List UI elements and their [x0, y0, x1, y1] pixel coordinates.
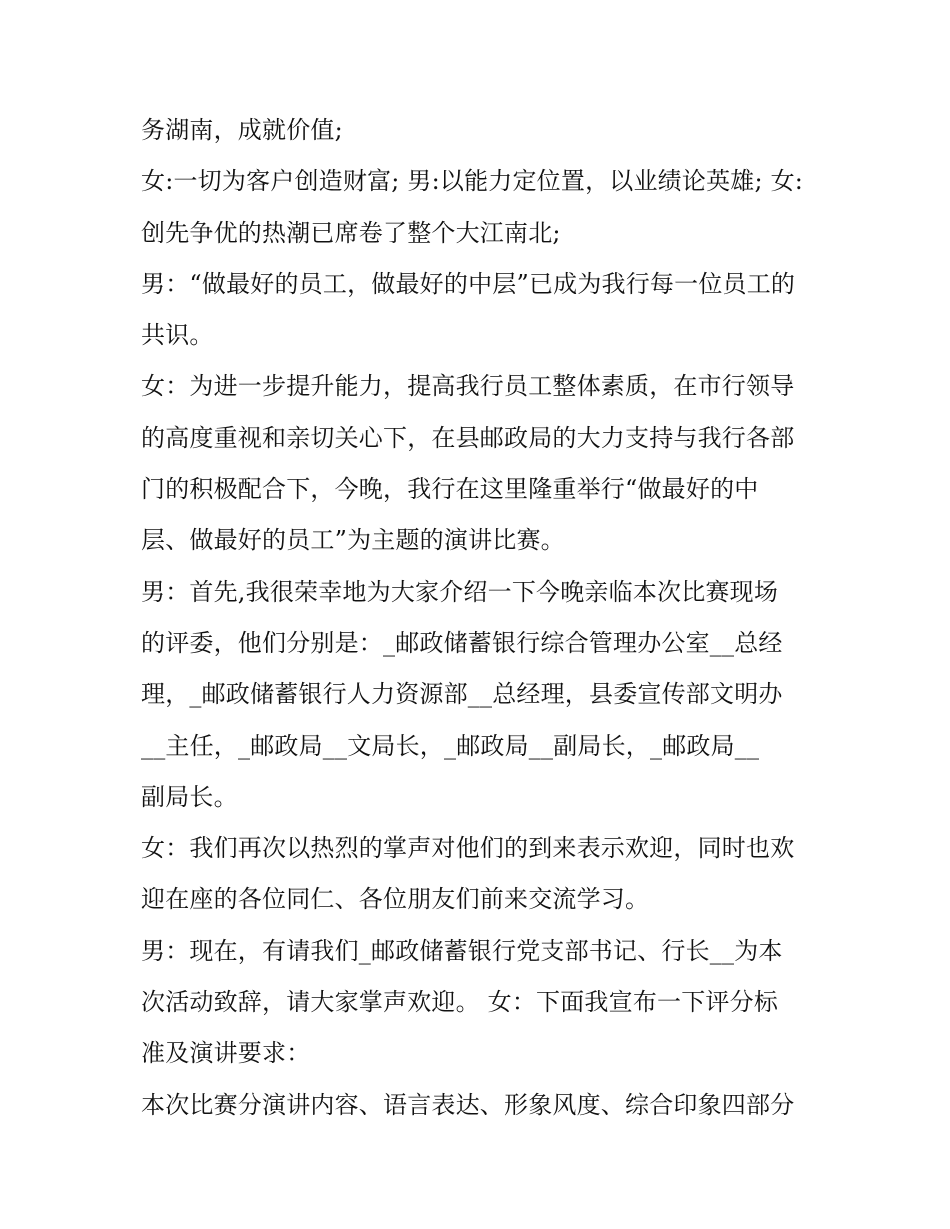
document-body	[141, 108, 813, 1134]
text-line: 门的积极配合下，今晚，我行在这里隆重举行“做最好的中	[141, 475, 759, 504]
text-line: 副局长。	[141, 782, 238, 811]
text-line: 创先争优的热潮已席卷了整个大江南北;	[141, 218, 561, 247]
text-line: 男：“做最好的员工，做最好的中层”已成为我行每一位员工的	[141, 269, 796, 298]
text-line: 的高度重视和亲切关心下，在县邮政局的大力支持与我行各部	[141, 423, 795, 452]
text-line: 次活动致辞，请大家掌声欢迎。 女：下面我宣布一下评分标	[141, 988, 779, 1017]
text-line: 理，_邮政储蓄银行人力资源部__总经理，县委宣传部文明办	[141, 680, 783, 709]
text-line: 女:一切为客户创造财富; 男:以能力定位置，以业绩论英雄; 女:	[141, 167, 804, 196]
text-line: 层、做最好的员工”为主题的演讲比赛。	[141, 526, 565, 555]
text-line: __主任，_邮政局__文局长，_邮政局__副局长，_邮政局__	[141, 731, 760, 760]
text-line: 共识。	[141, 321, 214, 350]
text-line: 男：现在，有请我们_邮政储蓄银行党支部书记、行长__为本	[141, 936, 783, 965]
text-line: 女：我们再次以热烈的掌声对他们的到来表示欢迎，同时也欢	[141, 834, 795, 863]
text-line: 本次比赛分演讲内容、语言表达、形象风度、综合印象四部分	[141, 1090, 795, 1119]
text-line: 迎在座的各位同仁、各位朋友们前来交流学习。	[141, 885, 650, 914]
text-line: 男：首先,我很荣幸地为大家介绍一下今晚亲临本次比赛现场	[141, 577, 779, 606]
text-line: 准及演讲要求：	[141, 1039, 311, 1068]
text-line: 女：为进一步提升能力，提高我行员工整体素质，在市行领导	[141, 372, 795, 401]
text-line: 的评委，他们分别是：_邮政储蓄银行综合管理办公室__总经	[141, 628, 783, 657]
text-line: 务湖南，成就价值;	[141, 116, 343, 144]
